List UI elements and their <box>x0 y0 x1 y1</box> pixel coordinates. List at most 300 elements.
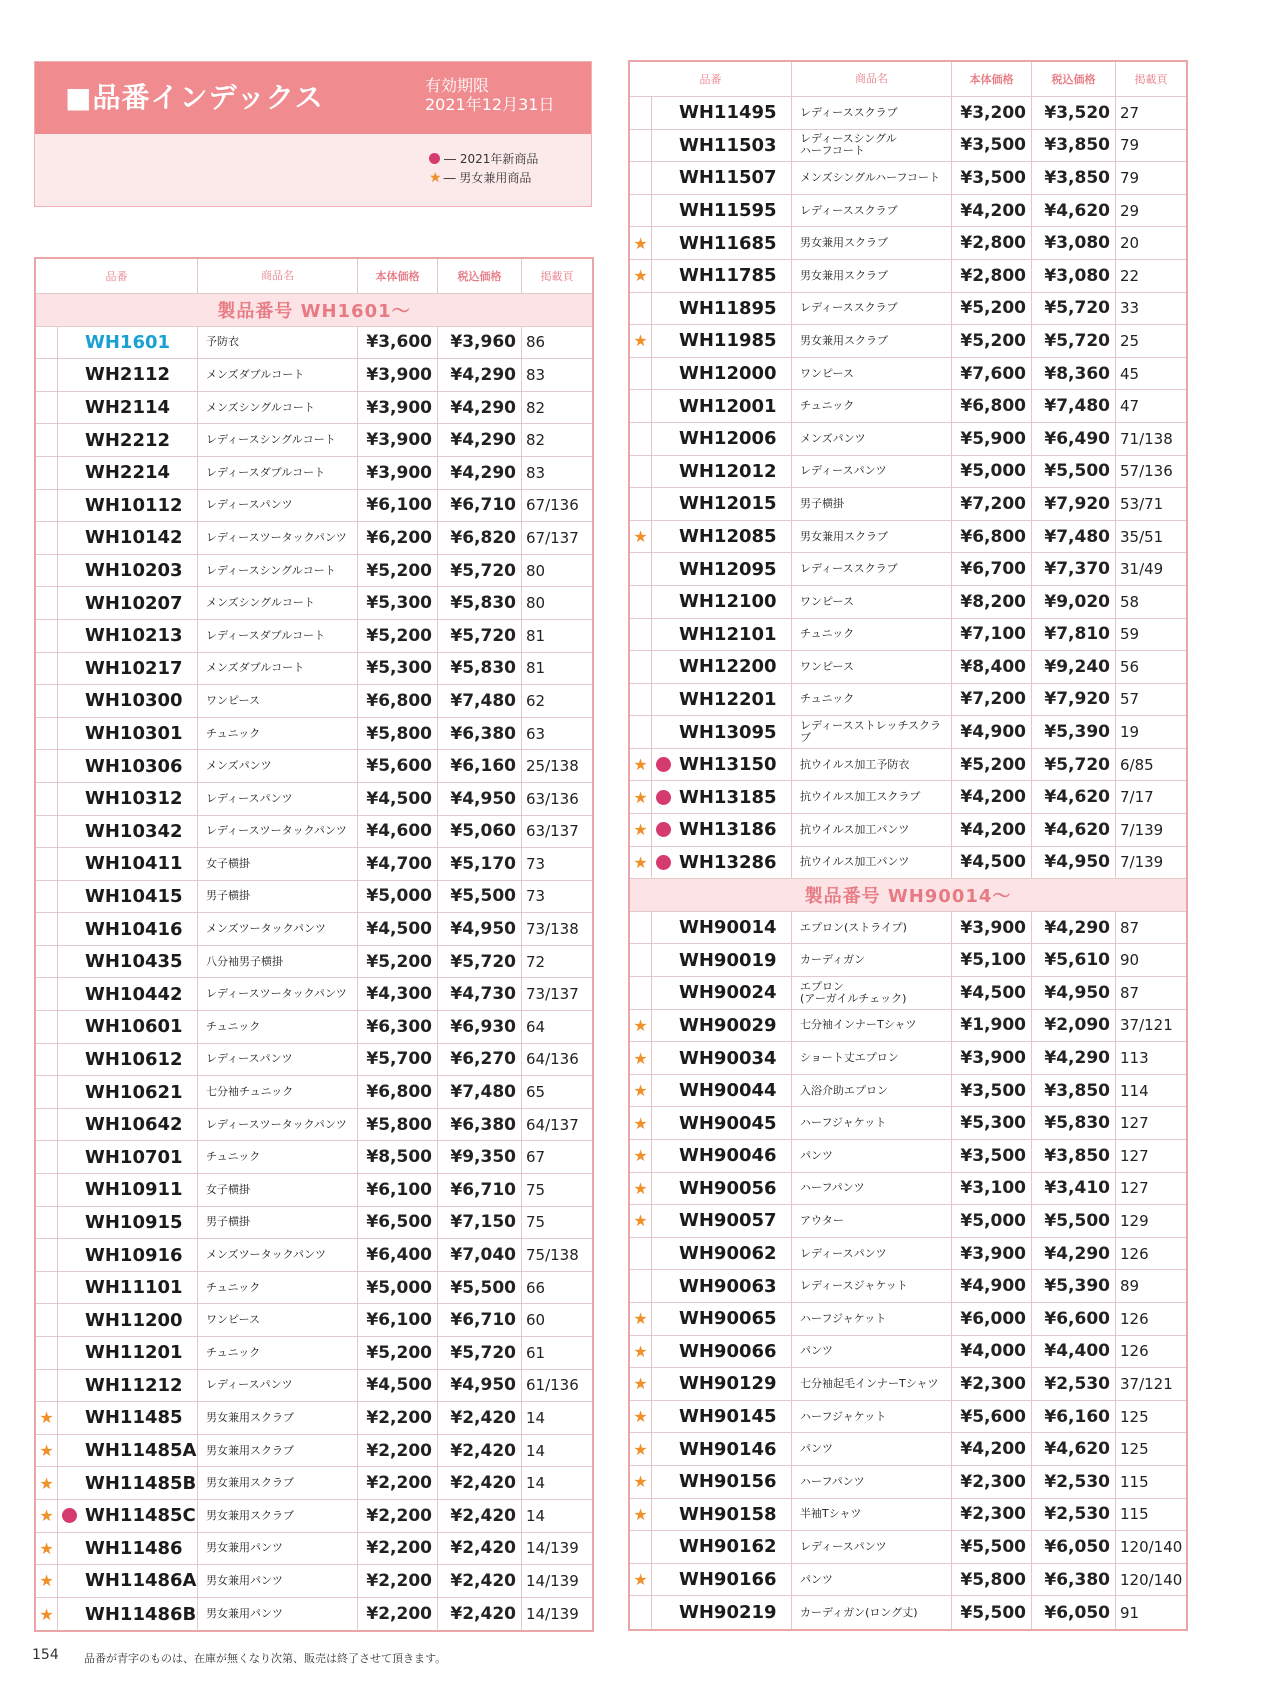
new-marker-cell <box>652 227 674 259</box>
table-row <box>630 293 1186 326</box>
new-marker-cell <box>652 1531 674 1563</box>
catalog-page: 14 <box>526 1441 546 1460</box>
table-row <box>630 944 1186 977</box>
table-row <box>630 358 1186 391</box>
table-row <box>630 1010 1186 1043</box>
unisex-marker-cell <box>36 750 58 782</box>
new-marker-cell <box>652 195 674 227</box>
tax-included-price: ¥7,810 <box>1032 619 1116 651</box>
product-code: WH90158 <box>674 1499 792 1531</box>
star-icon: ★ <box>633 1146 648 1166</box>
tax-included-price: ¥4,290 <box>438 359 522 391</box>
product-name: 抗ウイルス加工パンツ <box>792 847 952 879</box>
unisex-marker-cell <box>36 1565 58 1597</box>
unisex-marker-cell <box>36 1044 58 1076</box>
product-code: WH11485 <box>80 1402 198 1434</box>
unisex-marker-cell <box>36 1109 58 1141</box>
table-row <box>630 814 1186 847</box>
table-row <box>36 555 592 588</box>
table-row <box>36 685 592 718</box>
table-row <box>630 195 1186 228</box>
tax-included-price: ¥4,290 <box>1032 1238 1116 1270</box>
product-code: WH90219 <box>674 1596 792 1629</box>
product-name: パンツ <box>792 1433 952 1465</box>
base-price: ¥5,800 <box>358 1109 438 1141</box>
product-name: 女子横掛 <box>198 1174 358 1206</box>
star-icon: ★ <box>633 1374 648 1394</box>
table-row <box>630 423 1186 456</box>
product-code: WH13185 <box>674 781 792 813</box>
base-price: ¥1,900 <box>952 1010 1032 1042</box>
star-icon: ★ <box>39 1538 54 1558</box>
new-marker-cell <box>58 1500 80 1532</box>
star-icon: ★ <box>633 1439 648 1459</box>
new-marker-cell <box>58 1435 80 1467</box>
unisex-marker-cell <box>630 1433 652 1465</box>
col-header-name: 商品名 <box>198 259 358 293</box>
new-marker-cell <box>652 456 674 488</box>
table-row <box>630 488 1186 521</box>
unisex-marker-cell <box>630 1140 652 1172</box>
catalog-page: 60 <box>526 1311 546 1330</box>
tax-included-price: ¥5,720 <box>1032 293 1116 325</box>
tax-included-price: ¥3,850 <box>1032 130 1116 162</box>
product-name: レディースダブルコート <box>198 457 358 489</box>
new-marker-cell <box>652 260 674 292</box>
product-code: WH90066 <box>674 1336 792 1368</box>
catalog-page: 65 <box>526 1083 546 1102</box>
tax-included-price: ¥4,620 <box>1032 781 1116 813</box>
new-marker-cell <box>652 1564 674 1596</box>
product-code: WH10207 <box>80 587 198 619</box>
base-price: ¥5,700 <box>358 1044 438 1076</box>
tax-included-price: ¥6,600 <box>1032 1303 1116 1335</box>
unisex-marker-cell <box>630 749 652 781</box>
new-marker-cell <box>652 1270 674 1302</box>
base-price: ¥4,500 <box>952 977 1032 1009</box>
product-code: WH11985 <box>674 325 792 357</box>
table-row <box>630 130 1186 163</box>
star-icon: ★ <box>633 820 648 840</box>
base-price: ¥2,200 <box>358 1435 438 1467</box>
unisex-marker-cell <box>630 1466 652 1498</box>
catalog-page: 82 <box>526 398 546 417</box>
unisex-marker-cell <box>630 814 652 846</box>
base-price: ¥5,600 <box>952 1401 1032 1433</box>
catalog-page: 90 <box>1120 951 1140 970</box>
unisex-marker-cell <box>630 1042 652 1074</box>
tax-included-price: ¥2,420 <box>438 1565 522 1597</box>
new-marker-cell <box>58 750 80 782</box>
new-marker-cell <box>58 1533 80 1565</box>
unisex-marker-cell <box>630 325 652 357</box>
new-product-dot-icon <box>62 1508 77 1523</box>
product-code: WH12015 <box>674 488 792 520</box>
table-row <box>630 781 1186 814</box>
star-icon: ★ <box>633 1504 648 1524</box>
product-name: ワンピース <box>198 1304 358 1336</box>
table-row <box>630 260 1186 293</box>
new-marker-cell <box>58 653 80 685</box>
new-marker-cell <box>58 1272 80 1304</box>
catalog-page: 126 <box>1120 1342 1149 1361</box>
product-code: WH10416 <box>80 913 198 945</box>
base-price: ¥5,000 <box>952 1205 1032 1237</box>
table-row <box>36 653 592 686</box>
star-icon: ★ <box>633 1048 648 1068</box>
product-name: レディースツータックパンツ <box>198 978 358 1010</box>
new-marker-cell <box>652 749 674 781</box>
product-code: WH90056 <box>674 1173 792 1205</box>
product-name: 抗ウイルス加工パンツ <box>792 814 952 846</box>
table-row <box>36 424 592 457</box>
col-header-page: 掲載頁 <box>540 270 574 283</box>
base-price: ¥5,200 <box>952 749 1032 781</box>
catalog-page: 7/139 <box>1120 820 1164 839</box>
product-name: エプロン(ストライプ) <box>792 912 952 944</box>
catalog-page: 73 <box>526 854 546 873</box>
product-index-table-right <box>628 60 1188 1631</box>
tax-included-price: ¥4,730 <box>438 978 522 1010</box>
new-product-dot-icon <box>656 757 671 772</box>
product-code: WH11200 <box>80 1304 198 1336</box>
base-price: ¥3,100 <box>952 1173 1032 1205</box>
base-price: ¥3,900 <box>358 424 438 456</box>
new-marker-cell <box>652 619 674 651</box>
base-price: ¥5,300 <box>952 1107 1032 1139</box>
catalog-page: 75 <box>526 1213 546 1232</box>
product-name: ハーフパンツ <box>792 1466 952 1498</box>
table-row <box>36 1044 592 1077</box>
new-marker-cell <box>58 522 80 554</box>
product-code: WH10112 <box>80 490 198 522</box>
star-icon: ★ <box>39 1571 54 1591</box>
product-name: パンツ <box>792 1336 952 1368</box>
catalog-page: 126 <box>1120 1244 1149 1263</box>
legend-new <box>429 150 538 169</box>
product-code: WH11685 <box>674 227 792 259</box>
new-marker-cell <box>58 881 80 913</box>
product-code: WH2214 <box>80 457 198 489</box>
product-code: WH11201 <box>80 1337 198 1369</box>
table-row <box>630 912 1186 945</box>
tax-included-price: ¥5,500 <box>438 881 522 913</box>
tax-included-price: ¥7,480 <box>438 685 522 717</box>
base-price: ¥5,500 <box>952 1531 1032 1563</box>
base-price: ¥2,800 <box>952 260 1032 292</box>
catalog-page: 81 <box>526 659 546 678</box>
new-marker-cell <box>652 1173 674 1205</box>
table-row <box>630 1531 1186 1564</box>
unisex-marker-cell <box>36 620 58 652</box>
product-name: 半袖Tシャツ <box>792 1499 952 1531</box>
catalog-page: 19 <box>1120 723 1140 742</box>
catalog-page: 64/137 <box>526 1115 579 1134</box>
table-row <box>630 1107 1186 1140</box>
unisex-marker-cell <box>630 1010 652 1042</box>
base-price: ¥5,900 <box>952 423 1032 455</box>
new-marker-cell <box>652 423 674 455</box>
new-marker-cell <box>652 814 674 846</box>
unisex-marker-cell <box>630 619 652 651</box>
tax-included-price: ¥5,390 <box>1032 1270 1116 1302</box>
new-marker-cell <box>58 392 80 424</box>
catalog-page: 33 <box>1120 299 1140 318</box>
table-row <box>36 1467 592 1500</box>
unisex-marker-cell <box>36 327 58 359</box>
catalog-page: 63/137 <box>526 822 579 841</box>
star-icon: ★ <box>633 1407 648 1427</box>
new-marker-cell <box>652 1303 674 1335</box>
product-name: メンズダブルコート <box>198 359 358 391</box>
table-row <box>630 1173 1186 1206</box>
product-name: チュニック <box>198 1272 358 1304</box>
base-price: ¥4,300 <box>358 978 438 1010</box>
product-name: 男女兼用スクラブ <box>792 521 952 553</box>
new-marker-cell <box>652 390 674 422</box>
base-price: ¥5,000 <box>358 881 438 913</box>
product-name: レディースジャケット <box>792 1270 952 1302</box>
table-row <box>36 750 592 783</box>
product-code: WH2212 <box>80 424 198 456</box>
table-row <box>630 651 1186 684</box>
product-name: メンズシングルコート <box>198 587 358 619</box>
catalog-page: 64/136 <box>526 1050 579 1069</box>
new-marker-cell <box>652 1596 674 1629</box>
unisex-marker-cell <box>36 816 58 848</box>
tax-included-price: ¥5,720 <box>438 620 522 652</box>
col-header-name: 商品名 <box>792 62 952 96</box>
unisex-marker-cell <box>36 1272 58 1304</box>
table-row <box>630 1270 1186 1303</box>
new-marker-cell <box>652 325 674 357</box>
catalog-page: 62 <box>526 691 546 710</box>
new-marker-cell <box>58 424 80 456</box>
base-price: ¥3,500 <box>952 162 1032 194</box>
unisex-marker-cell <box>630 358 652 390</box>
new-marker-cell <box>652 912 674 944</box>
base-price: ¥2,200 <box>358 1565 438 1597</box>
tax-included-price: ¥5,720 <box>438 555 522 587</box>
product-name: ハーフジャケット <box>792 1401 952 1433</box>
table-row <box>36 1598 592 1631</box>
tax-included-price: ¥4,290 <box>1032 1042 1116 1074</box>
base-price: ¥6,100 <box>358 1174 438 1206</box>
tax-included-price: ¥5,830 <box>438 587 522 619</box>
product-code: WH12095 <box>674 553 792 585</box>
table-row <box>630 227 1186 260</box>
catalog-page: 29 <box>1120 201 1140 220</box>
unisex-marker-cell <box>36 490 58 522</box>
product-code: WH2112 <box>80 359 198 391</box>
table-row <box>630 1564 1186 1597</box>
new-marker-cell <box>652 847 674 879</box>
base-price: ¥5,000 <box>952 456 1032 488</box>
footer-note: 品番が青字のものは、在庫が無くなり次第、販売は終了させて頂きます。 <box>84 1652 447 1665</box>
catalog-page: 81 <box>526 626 546 645</box>
product-code: WH90065 <box>674 1303 792 1335</box>
new-marker-cell <box>652 944 674 976</box>
product-code: WH90034 <box>674 1042 792 1074</box>
product-name: ワンピース <box>792 358 952 390</box>
tax-included-price: ¥6,380 <box>438 1109 522 1141</box>
new-marker-cell <box>652 684 674 716</box>
new-marker-cell <box>58 1141 80 1173</box>
tax-included-price: ¥5,610 <box>1032 944 1116 976</box>
base-price: ¥3,500 <box>952 1140 1032 1172</box>
unisex-marker-cell <box>630 1596 652 1629</box>
unisex-marker-cell <box>630 1205 652 1237</box>
catalog-page: 75/138 <box>526 1246 579 1265</box>
base-price: ¥6,800 <box>358 1076 438 1108</box>
catalog-page: 67/137 <box>526 528 579 547</box>
catalog-page: 87 <box>1120 918 1140 937</box>
tax-included-price: ¥5,500 <box>1032 1205 1116 1237</box>
tax-included-price: ¥3,850 <box>1032 1075 1116 1107</box>
unisex-marker-cell <box>630 130 652 162</box>
product-name: メンズパンツ <box>198 750 358 782</box>
product-name: レディースパンツ <box>792 1238 952 1270</box>
catalog-page: 82 <box>526 431 546 450</box>
tax-included-price: ¥3,080 <box>1032 260 1116 292</box>
base-price: ¥4,600 <box>358 816 438 848</box>
product-name: アウター <box>792 1205 952 1237</box>
base-price: ¥4,500 <box>358 913 438 945</box>
unisex-marker-cell <box>36 783 58 815</box>
tax-included-price: ¥4,950 <box>1032 977 1116 1009</box>
product-code: WH90029 <box>674 1010 792 1042</box>
product-code: WH11486 <box>80 1533 198 1565</box>
table-row <box>36 816 592 849</box>
catalog-page: 14 <box>526 1474 546 1493</box>
product-code: WH10142 <box>80 522 198 554</box>
unisex-marker-cell <box>630 1368 652 1400</box>
table-row <box>630 749 1186 782</box>
unisex-marker-cell <box>630 912 652 944</box>
product-name: 男女兼用スクラブ <box>198 1402 358 1434</box>
product-name: チュニック <box>792 619 952 651</box>
product-name: メンズシングルハーフコート <box>792 162 952 194</box>
product-code: WH10701 <box>80 1141 198 1173</box>
catalog-page: 25/138 <box>526 757 579 776</box>
tax-included-price: ¥3,850 <box>1032 162 1116 194</box>
unisex-marker-cell <box>36 1435 58 1467</box>
star-icon: ★ <box>633 1309 648 1329</box>
product-code: WH11895 <box>674 293 792 325</box>
new-marker-cell <box>58 620 80 652</box>
tax-included-price: ¥2,530 <box>1032 1466 1116 1498</box>
base-price: ¥2,200 <box>358 1467 438 1499</box>
product-name: パンツ <box>792 1564 952 1596</box>
table-row <box>630 1042 1186 1075</box>
base-price: ¥3,200 <box>952 97 1032 129</box>
table-row <box>630 325 1186 358</box>
table-row <box>630 1466 1186 1499</box>
catalog-page: 89 <box>1120 1277 1140 1296</box>
new-marker-cell <box>58 1402 80 1434</box>
new-marker-cell <box>652 1075 674 1107</box>
unisex-marker-cell <box>630 97 652 129</box>
catalog-page: 83 <box>526 365 546 384</box>
table-row <box>36 1337 592 1370</box>
catalog-page: 57 <box>1120 690 1140 709</box>
table-row <box>36 490 592 523</box>
validity-date: 2021年12月31日 <box>425 95 555 114</box>
product-code: WH10342 <box>80 816 198 848</box>
unisex-marker-cell <box>36 359 58 391</box>
tax-included-price: ¥3,960 <box>438 327 522 359</box>
product-name: レディースパンツ <box>198 1044 358 1076</box>
base-price: ¥5,200 <box>358 555 438 587</box>
catalog-page: 25 <box>1120 331 1140 350</box>
new-marker-cell <box>58 1304 80 1336</box>
product-name: チュニック <box>198 1011 358 1043</box>
product-name: レディーススクラブ <box>792 293 952 325</box>
tax-included-price: ¥4,950 <box>1032 847 1116 879</box>
tax-included-price: ¥9,350 <box>438 1141 522 1173</box>
catalog-page: 7/139 <box>1120 853 1164 872</box>
base-price: ¥6,500 <box>358 1207 438 1239</box>
product-code: WH13095 <box>674 716 792 748</box>
base-price: ¥6,400 <box>358 1239 438 1271</box>
product-name: 入浴介助エプロン <box>792 1075 952 1107</box>
catalog-page: 37/121 <box>1120 1016 1173 1035</box>
table-row <box>36 359 592 392</box>
base-price: ¥5,800 <box>952 1564 1032 1596</box>
unisex-marker-cell <box>36 457 58 489</box>
table-row <box>630 716 1186 749</box>
star-icon: ★ <box>633 1472 648 1492</box>
tax-included-price: ¥2,420 <box>438 1533 522 1565</box>
catalog-page: 86 <box>526 333 546 352</box>
unisex-marker-cell <box>630 260 652 292</box>
tax-included-price: ¥4,950 <box>438 1370 522 1402</box>
star-icon: ★ <box>633 755 648 775</box>
star-icon: ★ <box>633 1341 648 1361</box>
base-price: ¥4,200 <box>952 195 1032 227</box>
catalog-page: 53/71 <box>1120 494 1164 513</box>
tax-included-price: ¥3,850 <box>1032 1140 1116 1172</box>
new-marker-cell <box>58 783 80 815</box>
star-icon: ★ <box>633 1015 648 1035</box>
product-code: WH90129 <box>674 1368 792 1400</box>
tax-included-price: ¥9,020 <box>1032 586 1116 618</box>
unisex-marker-cell <box>36 946 58 978</box>
unisex-marker-cell <box>630 1270 652 1302</box>
base-price: ¥4,500 <box>358 783 438 815</box>
product-name: レディースツータックパンツ <box>198 816 358 848</box>
table-row <box>630 390 1186 423</box>
new-marker-cell <box>58 1109 80 1141</box>
product-name: メンズツータックパンツ <box>198 1239 358 1271</box>
table-row <box>630 1075 1186 1108</box>
product-code: WH90046 <box>674 1140 792 1172</box>
product-name: 男女兼用パンツ <box>198 1598 358 1631</box>
product-code: WH11595 <box>674 195 792 227</box>
product-code: WH11495 <box>674 97 792 129</box>
table-row <box>36 620 592 653</box>
new-marker-cell <box>652 977 674 1009</box>
table-row <box>36 1272 592 1305</box>
tax-included-price: ¥7,370 <box>1032 553 1116 585</box>
product-code: WH10442 <box>80 978 198 1010</box>
product-code: WH13186 <box>674 814 792 846</box>
product-code: WH10203 <box>80 555 198 587</box>
star-icon: ★ <box>633 266 648 286</box>
star-icon: ★ <box>633 331 648 351</box>
product-code: WH90044 <box>674 1075 792 1107</box>
base-price: ¥3,900 <box>952 912 1032 944</box>
